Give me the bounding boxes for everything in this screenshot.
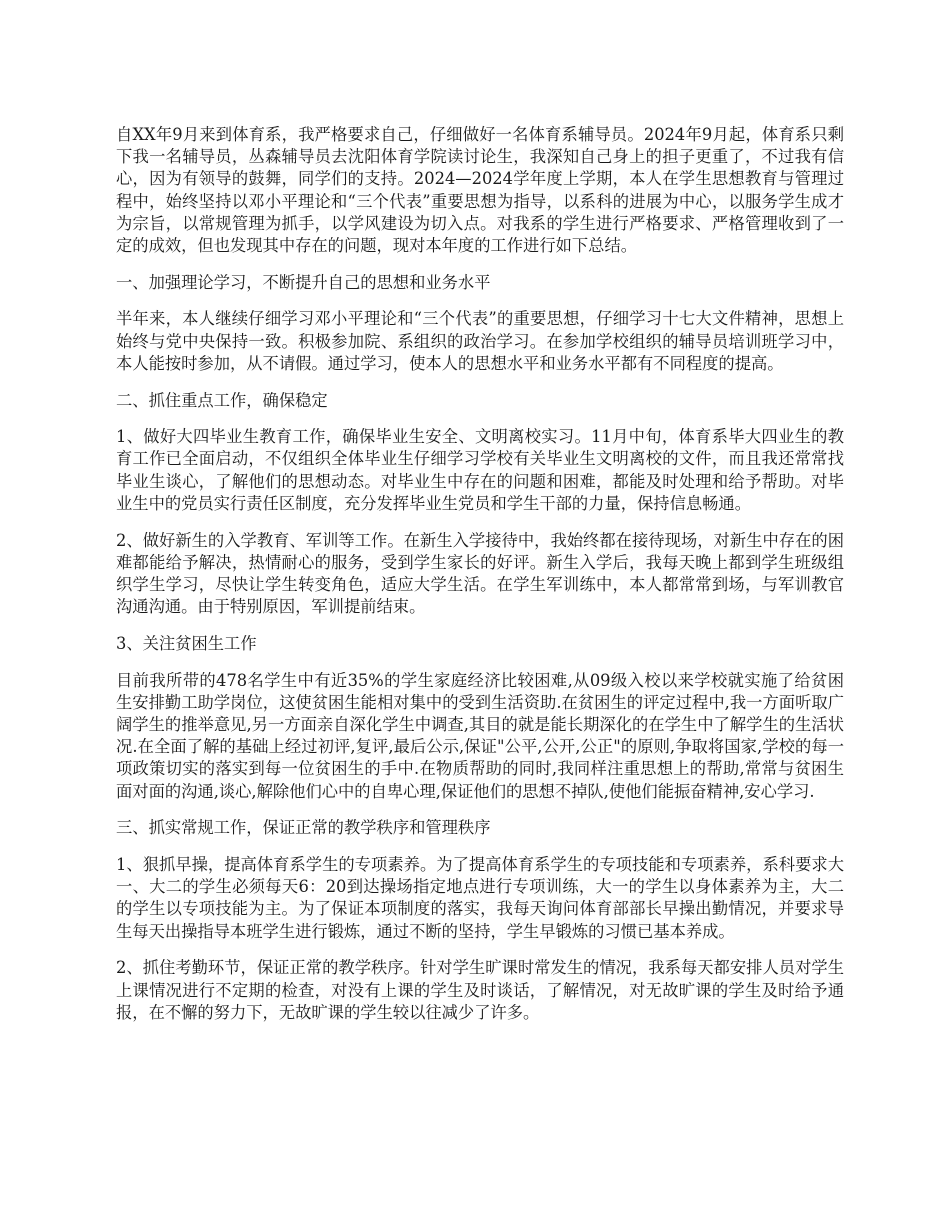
theory-paragraph: 半年来，本人继续仔细学习邓小平理论和“三个代表”的重要思想，仔细学习十七大文件精神，思想上始终与党中央保持一致。积极参加院、系组织的政治学习。在参加学校组织的辅导员培训班学习中，本人能按时参加，从不请假。通过学习，使本人的思想水平和业务水平都有不同程度的提高。 xyxy=(116,309,844,373)
intro-paragraph: 自XX年9月来到体育系，我严格要求自己，仔细做好一名体育系辅导员。2024年9月起，体育系只剩下我一名辅导员，丛森辅导员去沈阳体育学院读讨论生，我深知自己身上的担子更重了，不过我有信心，因为有领导的鼓舞，同学们的支持。2024—2024学年度上学期，本人在学生思想教育与管理过程中，始终坚持以邓小平理论和“三个代表”重要思想为指导，以系科的进展为中心，以服务学生成才为宗旨，以常规管理为抓手，以学风建设为切入点。对我系的学生进行严格要求、严格管理收到了一定的成效，但也发现其中存在的问题，现对本年度的工作进行如下总结。 xyxy=(116,125,844,256)
section-heading-routine: 三、抓实常规工作，保证正常的教学秩序和管理秩序 xyxy=(116,818,491,838)
section-heading-poverty: 3、关注贫困生工作 xyxy=(116,633,257,653)
poverty-paragraph: 目前我所带的478名学生中有近35%的学生家庭经济比较困难,从09级入校以来学校就实施了给贫困生安排勤工助学岗位，这使贫困生能相对集中的受到生活资助.在贫困生的评定过程中,我一方面听取广阔学生的推举意见,另一方面亲自深化学生中调查,其目的就是能长期深化的在学生中了解学生的生活状况.在全面了解的基础上经过初评,复评,最后公示,保证"公平,公开,公正"的原则,争取将国家,学校的每一项政策切实的落实到每一位贫困生的手中.在物质帮助的同时,我同样注重思想上的帮助,常常与贫困生面对面的沟通,谈心,解除他们心中的自卑心理,保证他们的思想不掉队,使他们能振奋精神,安心学习. xyxy=(116,670,844,801)
section-heading-theory: 一、加强理论学习，不断提升自己的思想和业务水平 xyxy=(116,272,491,292)
attendance-paragraph: 2、抓住考勤环节，保证正常的教学秩序。针对学生旷课时常发生的情况，我系每天都安排人员对学生上课情况进行不定期的检查，对没有上课的学生及时谈话，了解情况，对无故旷课的学生及时给予通报，在不懈的努力下，无故旷课的学生较以往减少了许多。 xyxy=(116,958,844,1022)
freshmen-paragraph: 2、做好新生的入学教育、军训等工作。在新生入学接待中，我始终都在接待现场，对新生中存在的困难都能给予解决，热情耐心的服务，受到学生家长的好评。新生入学后，我每天晚上都到学生班级组织学生学习，尽快让学生转变角色，适应大学生活。在学生军训练中，本人都常常到场，与军训教官沟通沟通。由于特别原因，军训提前结束。 xyxy=(116,530,844,617)
morning-exercise-paragraph: 1、狠抓早操，提高体育系学生的专项素养。为了提高体育系学生的专项技能和专项素养，系科要求大一、大二的学生必须每天6：20到达操场指定地点进行专项训练，大一的学生以身体素养为主，大二的学生以专项技能为主。为了保证本项制度的落实，我每天询问体育部部长早操出勤情况，并要求导生每天出操指导本班学生进行锻炼，通过不断的坚持，学生早锻炼的习惯已基本养成。 xyxy=(116,854,844,941)
document-body xyxy=(116,124,844,1038)
graduates-paragraph: 1、做好大四毕业生教育工作，确保毕业生安全、文明离校实习。11月中旬，体育系毕大四业生的教育工作已全面启动，不仅组织全体毕业生仔细学习学校有关毕业生文明离校的文件，而且我还常常找毕业生谈心，了解他们的思想动态。对毕业生中存在的问题和困难，都能及时处理和给予帮助。对毕业生中的党员实行责任区制度，充分发挥毕业生党员和学生干部的力量，保持信息畅通。 xyxy=(116,427,844,513)
section-heading-key-work: 二、抓住重点工作，确保稳定 xyxy=(116,390,328,410)
